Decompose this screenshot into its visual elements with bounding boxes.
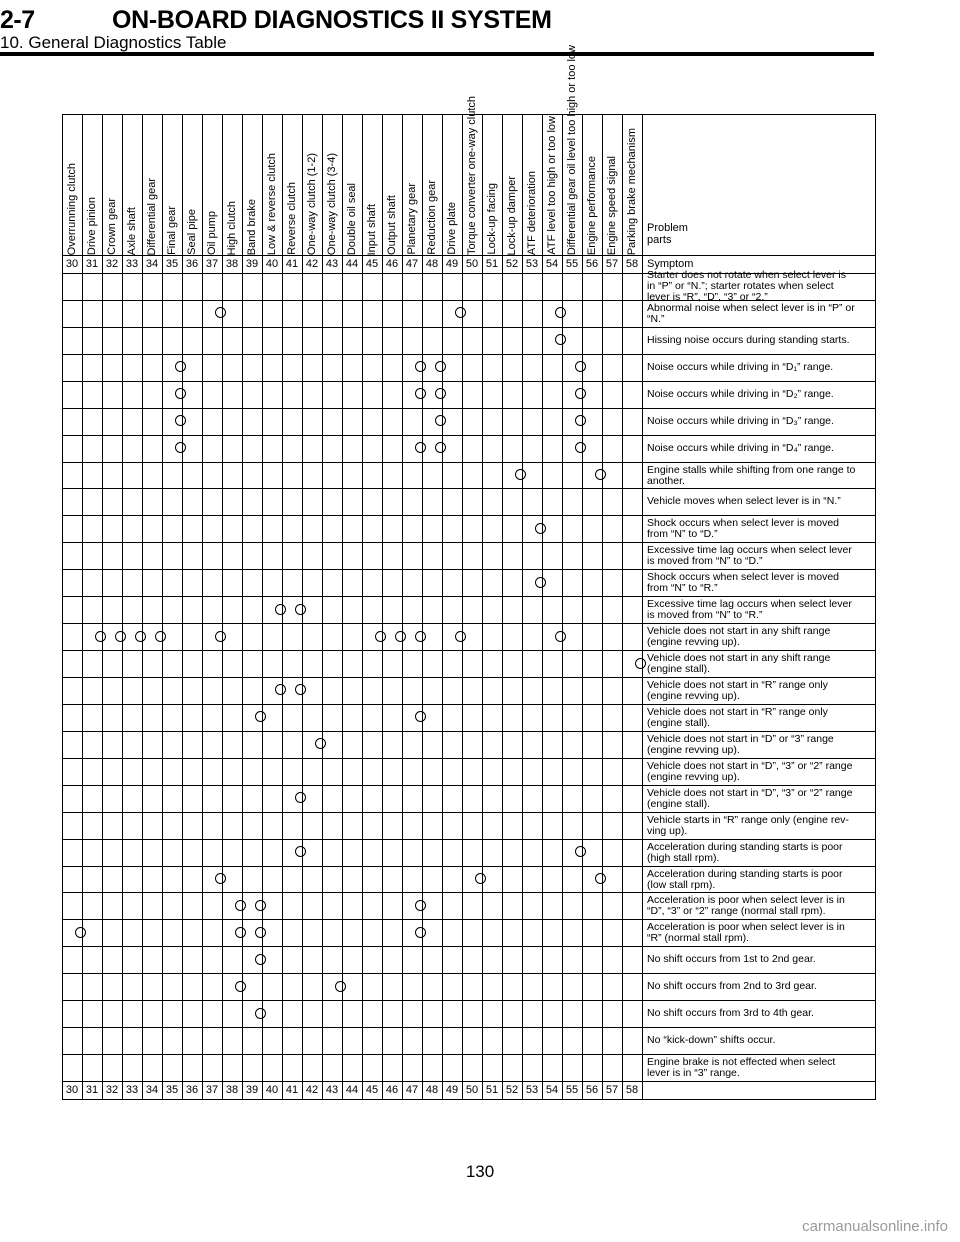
symptom-line: Vehicle does not start in “D”, “3” or “2” range <box>647 759 853 772</box>
symptom-cell <box>647 812 873 839</box>
column-number: 33 <box>125 258 139 270</box>
check-mark-circle <box>595 469 606 480</box>
check-mark-circle <box>175 415 186 426</box>
column-number-bottom: 37 <box>205 1084 219 1096</box>
symptom-cell <box>647 435 873 462</box>
check-mark-circle <box>215 873 226 884</box>
check-mark-circle <box>575 361 586 372</box>
column-label-text: Parking brake mechanism <box>626 127 638 255</box>
check-mark-circle <box>595 873 606 884</box>
symptom-cell <box>647 946 873 973</box>
symptom-line: (engine revving up). <box>647 743 740 756</box>
column-number: 56 <box>585 258 599 270</box>
symptom-line: (engine stall). <box>647 716 711 729</box>
column-number-bottom: 35 <box>165 1084 179 1096</box>
column-number: 47 <box>405 258 419 270</box>
column-number: 57 <box>605 258 619 270</box>
column-number: 38 <box>225 258 239 270</box>
column-number-bottom: 53 <box>525 1084 539 1096</box>
check-mark-circle <box>115 631 126 642</box>
symptom-line: Hissing noise occurs during standing starts. <box>647 334 850 346</box>
column-label-text: Oil pump <box>206 210 218 255</box>
column-label <box>382 114 402 255</box>
symptom-line: Excessive time lag occurs when select lever <box>647 597 852 610</box>
check-mark-circle <box>315 738 326 749</box>
check-mark-circle <box>635 658 646 669</box>
column-number: 31 <box>85 258 99 270</box>
check-mark-circle <box>575 846 586 857</box>
check-mark-circle <box>275 684 286 695</box>
check-mark-circle <box>255 927 266 938</box>
page-number: 130 <box>465 1162 495 1181</box>
check-mark-circle <box>555 307 566 318</box>
check-mark-circle <box>255 954 266 965</box>
column-number: 48 <box>425 258 439 270</box>
column-label-text: Planetary gear <box>406 183 418 255</box>
column-label-text: Drive plate <box>446 202 458 255</box>
column-label-text: Double oil seal <box>346 182 358 255</box>
column-label-text: Engine performance <box>586 155 598 255</box>
check-mark-circle <box>415 927 426 938</box>
column-label <box>282 114 302 255</box>
symptom-line: ving up). <box>647 824 688 837</box>
symptom-line: is moved from “N” to “R.” <box>647 608 763 621</box>
check-mark-circle <box>415 900 426 911</box>
column-number: 30 <box>65 258 79 270</box>
check-mark-circle <box>175 361 186 372</box>
check-mark-circle <box>435 361 446 372</box>
column-label-text: Final gear <box>166 206 178 255</box>
column-number-bottom: 43 <box>325 1084 339 1096</box>
symptom-cell <box>647 1054 873 1081</box>
symptom-cell <box>647 569 873 596</box>
symptom-line: lever is in “3” range. <box>647 1066 740 1079</box>
table-border-bottom <box>62 1099 876 1100</box>
symptom-line: (engine revving up). <box>647 770 740 783</box>
check-mark-circle <box>135 631 146 642</box>
check-mark-circle <box>435 442 446 453</box>
symptom-line: (engine stall). <box>647 797 711 810</box>
symptom-line: Shock occurs when select lever is moved <box>647 516 839 529</box>
symptom-line: Vehicle does not start in “D” or “3” range <box>647 732 834 745</box>
symptom-line: “D”, “3” or “2” range (normal stall rpm). <box>647 904 826 917</box>
symptom-line: Shock occurs when select lever is moved <box>647 570 839 583</box>
check-mark-circle <box>95 631 106 642</box>
column-number-bottom: 46 <box>385 1084 399 1096</box>
symptom-cell <box>647 269 873 303</box>
symptom-line: (engine revving up). <box>647 689 740 702</box>
column-number: 37 <box>205 258 219 270</box>
column-number: 58 <box>625 258 639 270</box>
column-number-bottom: 52 <box>505 1084 519 1096</box>
symptom-line: No shift occurs from 1st to 2nd gear. <box>647 953 816 965</box>
check-mark-circle <box>295 846 306 857</box>
symptom-label: Symptom <box>647 258 694 270</box>
symptom-cell <box>647 650 873 677</box>
check-mark-circle <box>255 711 266 722</box>
column-number-bottom: 38 <box>225 1084 239 1096</box>
symptom-line: Noise occurs while driving in “D₃” range. <box>647 415 834 427</box>
column-label-text: Drive pinion <box>86 196 98 255</box>
column-label-text: Input shaft <box>366 203 378 255</box>
column-label <box>122 114 142 255</box>
column-number-bottom: 56 <box>585 1084 599 1096</box>
column-number-bottom: 39 <box>245 1084 259 1096</box>
column-number-bottom: 34 <box>145 1084 159 1096</box>
symptom-cell <box>647 731 873 758</box>
check-mark-circle <box>75 927 86 938</box>
check-mark-circle <box>455 307 466 318</box>
symptom-line: No shift occurs from 3rd to 4th gear. <box>647 1007 814 1019</box>
column-number-bottom: 31 <box>85 1084 99 1096</box>
column-label-text: Seal pipe <box>186 209 198 255</box>
symptom-line: Acceleration during standing starts is poor <box>647 867 843 880</box>
symptom-cell <box>647 381 873 408</box>
check-mark-circle <box>435 388 446 399</box>
check-mark-circle <box>235 900 246 911</box>
column-label-text: Crown gear <box>106 198 118 255</box>
column-label-text: High clutch <box>226 200 238 255</box>
symptom-line: Acceleration is poor when select lever is in <box>647 893 845 906</box>
column-label-text: One-way clutch (1-2) <box>306 152 318 255</box>
symptom-cell <box>647 327 873 354</box>
column-label-text: Torque converter one-way clutch <box>466 96 478 255</box>
column-label <box>562 44 582 255</box>
column-label <box>182 114 202 255</box>
column-label <box>142 114 162 255</box>
column-label-text: Band brake <box>246 198 258 255</box>
column-label <box>442 114 462 255</box>
check-mark-circle <box>395 631 406 642</box>
symptom-cell <box>647 892 873 919</box>
check-mark-circle <box>235 981 246 992</box>
symptom-line: another. <box>647 474 685 487</box>
symptom-line: from “N” to “D.” <box>647 527 718 540</box>
check-mark-circle <box>575 388 586 399</box>
symptom-line: Starter does not rotate when select lever is <box>647 269 847 281</box>
check-mark-circle <box>415 631 426 642</box>
symptom-cell <box>647 704 873 731</box>
column-label-text: Axle shaft <box>126 206 138 255</box>
symptom-line: (high stall rpm). <box>647 851 720 864</box>
symptom-cell <box>647 1000 873 1027</box>
column-label <box>582 114 602 255</box>
column-number-bottom: 41 <box>285 1084 299 1096</box>
column-label <box>262 114 282 255</box>
symptom-line: Noise occurs while driving in “D₂” range. <box>647 388 834 400</box>
check-mark-circle <box>535 577 546 588</box>
symptom-line: Noise occurs while driving in “D₄” range. <box>647 442 834 454</box>
check-mark-circle <box>175 388 186 399</box>
check-mark-circle <box>255 1008 266 1019</box>
check-mark-circle <box>575 415 586 426</box>
column-number: 44 <box>345 258 359 270</box>
symptom-line: Vehicle moves when select lever is in “N.” <box>647 495 841 507</box>
column-label <box>342 114 362 255</box>
column-number: 40 <box>265 258 279 270</box>
check-mark-circle <box>295 792 306 803</box>
symptom-cell <box>647 542 873 569</box>
column-label <box>402 114 422 255</box>
column-number-bottom: 54 <box>545 1084 559 1096</box>
column-label <box>462 96 482 255</box>
symptom-cell <box>647 300 873 327</box>
symptom-cell <box>647 973 873 1000</box>
column-number-bottom: 47 <box>405 1084 419 1096</box>
column-number: 36 <box>185 258 199 270</box>
bottom-number-divider <box>62 1081 642 1082</box>
check-mark-circle <box>215 631 226 642</box>
check-mark-circle <box>515 469 526 480</box>
column-number: 53 <box>525 258 539 270</box>
symptom-cell <box>647 866 873 893</box>
symptom-line: is moved from “N” to “D.” <box>647 554 763 567</box>
symptom-line: Vehicle does not start in “R” range only <box>647 705 828 718</box>
symptom-line: Noise occurs while driving in “D₁” range. <box>647 361 834 373</box>
symptom-line: in “P” or “N.”; starter rotates when select <box>647 280 834 292</box>
column-label <box>522 114 542 255</box>
section-number: 2-7 <box>0 6 35 34</box>
check-mark-circle <box>295 604 306 615</box>
column-label-text: ATF deterioration <box>526 170 538 255</box>
column-label <box>242 114 262 255</box>
column-number-bottom: 36 <box>185 1084 199 1096</box>
symptom-line: Vehicle does not start in “D”, “3” or “2” range <box>647 786 853 799</box>
section-subtitle: 10. General Diagnostics Table <box>0 33 227 52</box>
symptom-cell <box>647 515 873 542</box>
symptom-line: Excessive time lag occurs when select lever <box>647 543 852 556</box>
column-number-bottom: 55 <box>565 1084 579 1096</box>
check-mark-circle <box>415 711 426 722</box>
column-number-bottom: 48 <box>425 1084 439 1096</box>
column-label-text: ATF level too high or too low <box>546 116 558 255</box>
column-label-text: Engine speed signal <box>606 155 618 255</box>
column-number-bottom: 32 <box>105 1084 119 1096</box>
column-number: 45 <box>365 258 379 270</box>
check-mark-circle <box>155 631 166 642</box>
symptom-cell <box>647 596 873 623</box>
column-label <box>62 114 82 255</box>
column-label <box>422 114 442 255</box>
column-label-text: Differential gear oil level too high or too low <box>566 44 578 255</box>
column-number: 55 <box>565 258 579 270</box>
symptom-line: “R” (normal stall rpm). <box>647 931 750 944</box>
problem-parts-label: Problem parts <box>647 222 688 246</box>
column-label-text: Low & reverse clutch <box>266 152 278 255</box>
symptom-line: Abnormal noise when select lever is in “P” or <box>647 301 855 314</box>
column-label <box>622 114 642 255</box>
column-divider <box>642 114 643 1099</box>
column-number-bottom: 42 <box>305 1084 319 1096</box>
column-label <box>502 114 522 255</box>
symptom-line: from “N” to “R.” <box>647 581 718 594</box>
check-mark-circle <box>335 981 346 992</box>
column-label-text: One-way clutch (3-4) <box>326 152 338 255</box>
check-mark-circle <box>255 900 266 911</box>
column-number-bottom: 50 <box>465 1084 479 1096</box>
column-number: 35 <box>165 258 179 270</box>
column-label-text: Reverse clutch <box>286 182 298 255</box>
column-number-bottom: 44 <box>345 1084 359 1096</box>
column-number: 50 <box>465 258 479 270</box>
column-label <box>602 114 622 255</box>
symptom-line: (engine stall). <box>647 662 711 675</box>
check-mark-circle <box>175 442 186 453</box>
symptom-line: (engine revving up). <box>647 635 740 648</box>
check-mark-circle <box>535 523 546 534</box>
column-label <box>82 114 102 255</box>
table-border-right <box>875 114 876 1100</box>
column-label <box>202 114 222 255</box>
column-number-bottom: 57 <box>605 1084 619 1096</box>
symptom-cell <box>647 677 873 704</box>
column-number-bottom: 49 <box>445 1084 459 1096</box>
symptom-line: Vehicle starts in “R” range only (engine rev- <box>647 813 849 826</box>
column-number-bottom: 45 <box>365 1084 379 1096</box>
symptom-line: Acceleration is poor when select lever is in <box>647 920 845 933</box>
column-number-bottom: 33 <box>125 1084 139 1096</box>
symptom-cell <box>647 408 873 435</box>
column-number: 34 <box>145 258 159 270</box>
column-label <box>102 114 122 255</box>
column-number: 41 <box>285 258 299 270</box>
column-label <box>322 114 342 255</box>
symptom-line: (low stall rpm). <box>647 878 716 891</box>
symptom-cell <box>647 758 873 785</box>
page-title: ON-BOARD DIAGNOSTICS II SYSTEM <box>112 6 552 34</box>
column-label <box>302 114 322 255</box>
check-mark-circle <box>455 631 466 642</box>
column-number: 42 <box>305 258 319 270</box>
column-number: 51 <box>485 258 499 270</box>
symptom-cell <box>647 354 873 381</box>
symptom-line: No shift occurs from 2nd to 3rd gear. <box>647 980 817 992</box>
check-mark-circle <box>575 442 586 453</box>
symptom-line: Vehicle does not start in “R” range only <box>647 678 828 691</box>
symptom-line: Engine brake is not effected when select <box>647 1055 836 1068</box>
column-number: 39 <box>245 258 259 270</box>
check-mark-circle <box>555 334 566 345</box>
column-label <box>542 114 562 255</box>
symptom-cell <box>647 623 873 650</box>
column-number-bottom: 51 <box>485 1084 499 1096</box>
column-number: 46 <box>385 258 399 270</box>
check-mark-circle <box>275 604 286 615</box>
header-rule <box>0 52 874 56</box>
check-mark-circle <box>415 388 426 399</box>
column-label-text: Output shaft <box>386 195 398 255</box>
column-label <box>222 114 242 255</box>
column-label-text: Overrunning clutch <box>66 162 78 255</box>
check-mark-circle <box>415 361 426 372</box>
watermark: carmanualsonline.info <box>802 1218 948 1235</box>
check-mark-circle <box>375 631 386 642</box>
check-mark-circle <box>435 415 446 426</box>
column-number: 43 <box>325 258 339 270</box>
symptom-line: lever is “R”, “D”, “3” or “2.” <box>647 291 768 303</box>
check-mark-circle <box>415 442 426 453</box>
column-label-text: Lock-up facing <box>486 183 498 255</box>
check-mark-circle <box>295 684 306 695</box>
symptom-cell <box>647 1027 873 1054</box>
symptom-line: No “kick-down” shifts occur. <box>647 1034 776 1046</box>
column-label <box>362 114 382 255</box>
column-label-text: Differential gear <box>146 177 158 255</box>
column-label <box>482 114 502 255</box>
check-mark-circle <box>215 307 226 318</box>
symptom-line: Vehicle does not start in any shift range <box>647 624 831 637</box>
symptom-cell <box>647 462 873 489</box>
column-number-bottom: 40 <box>265 1084 279 1096</box>
column-number: 49 <box>445 258 459 270</box>
symptom-line: Engine stalls while shifting from one range to <box>647 463 856 476</box>
symptom-cell <box>647 919 873 946</box>
column-number-bottom: 58 <box>625 1084 639 1096</box>
symptom-line: Vehicle does not start in any shift range <box>647 651 831 664</box>
column-number: 32 <box>105 258 119 270</box>
column-label-text: Lock-up damper <box>506 175 518 255</box>
column-number: 52 <box>505 258 519 270</box>
column-number-bottom: 30 <box>65 1084 79 1096</box>
symptom-cell <box>647 839 873 866</box>
check-mark-circle <box>235 927 246 938</box>
symptom-line: Acceleration during standing starts is poor <box>647 840 843 853</box>
column-label-text: Reduction gear <box>426 180 438 255</box>
column-label <box>162 114 182 255</box>
check-mark-circle <box>475 873 486 884</box>
symptom-line: “N.” <box>647 312 665 325</box>
symptom-cell <box>647 785 873 812</box>
column-number: 54 <box>545 258 559 270</box>
check-mark-circle <box>555 631 566 642</box>
symptom-cell <box>647 488 873 515</box>
